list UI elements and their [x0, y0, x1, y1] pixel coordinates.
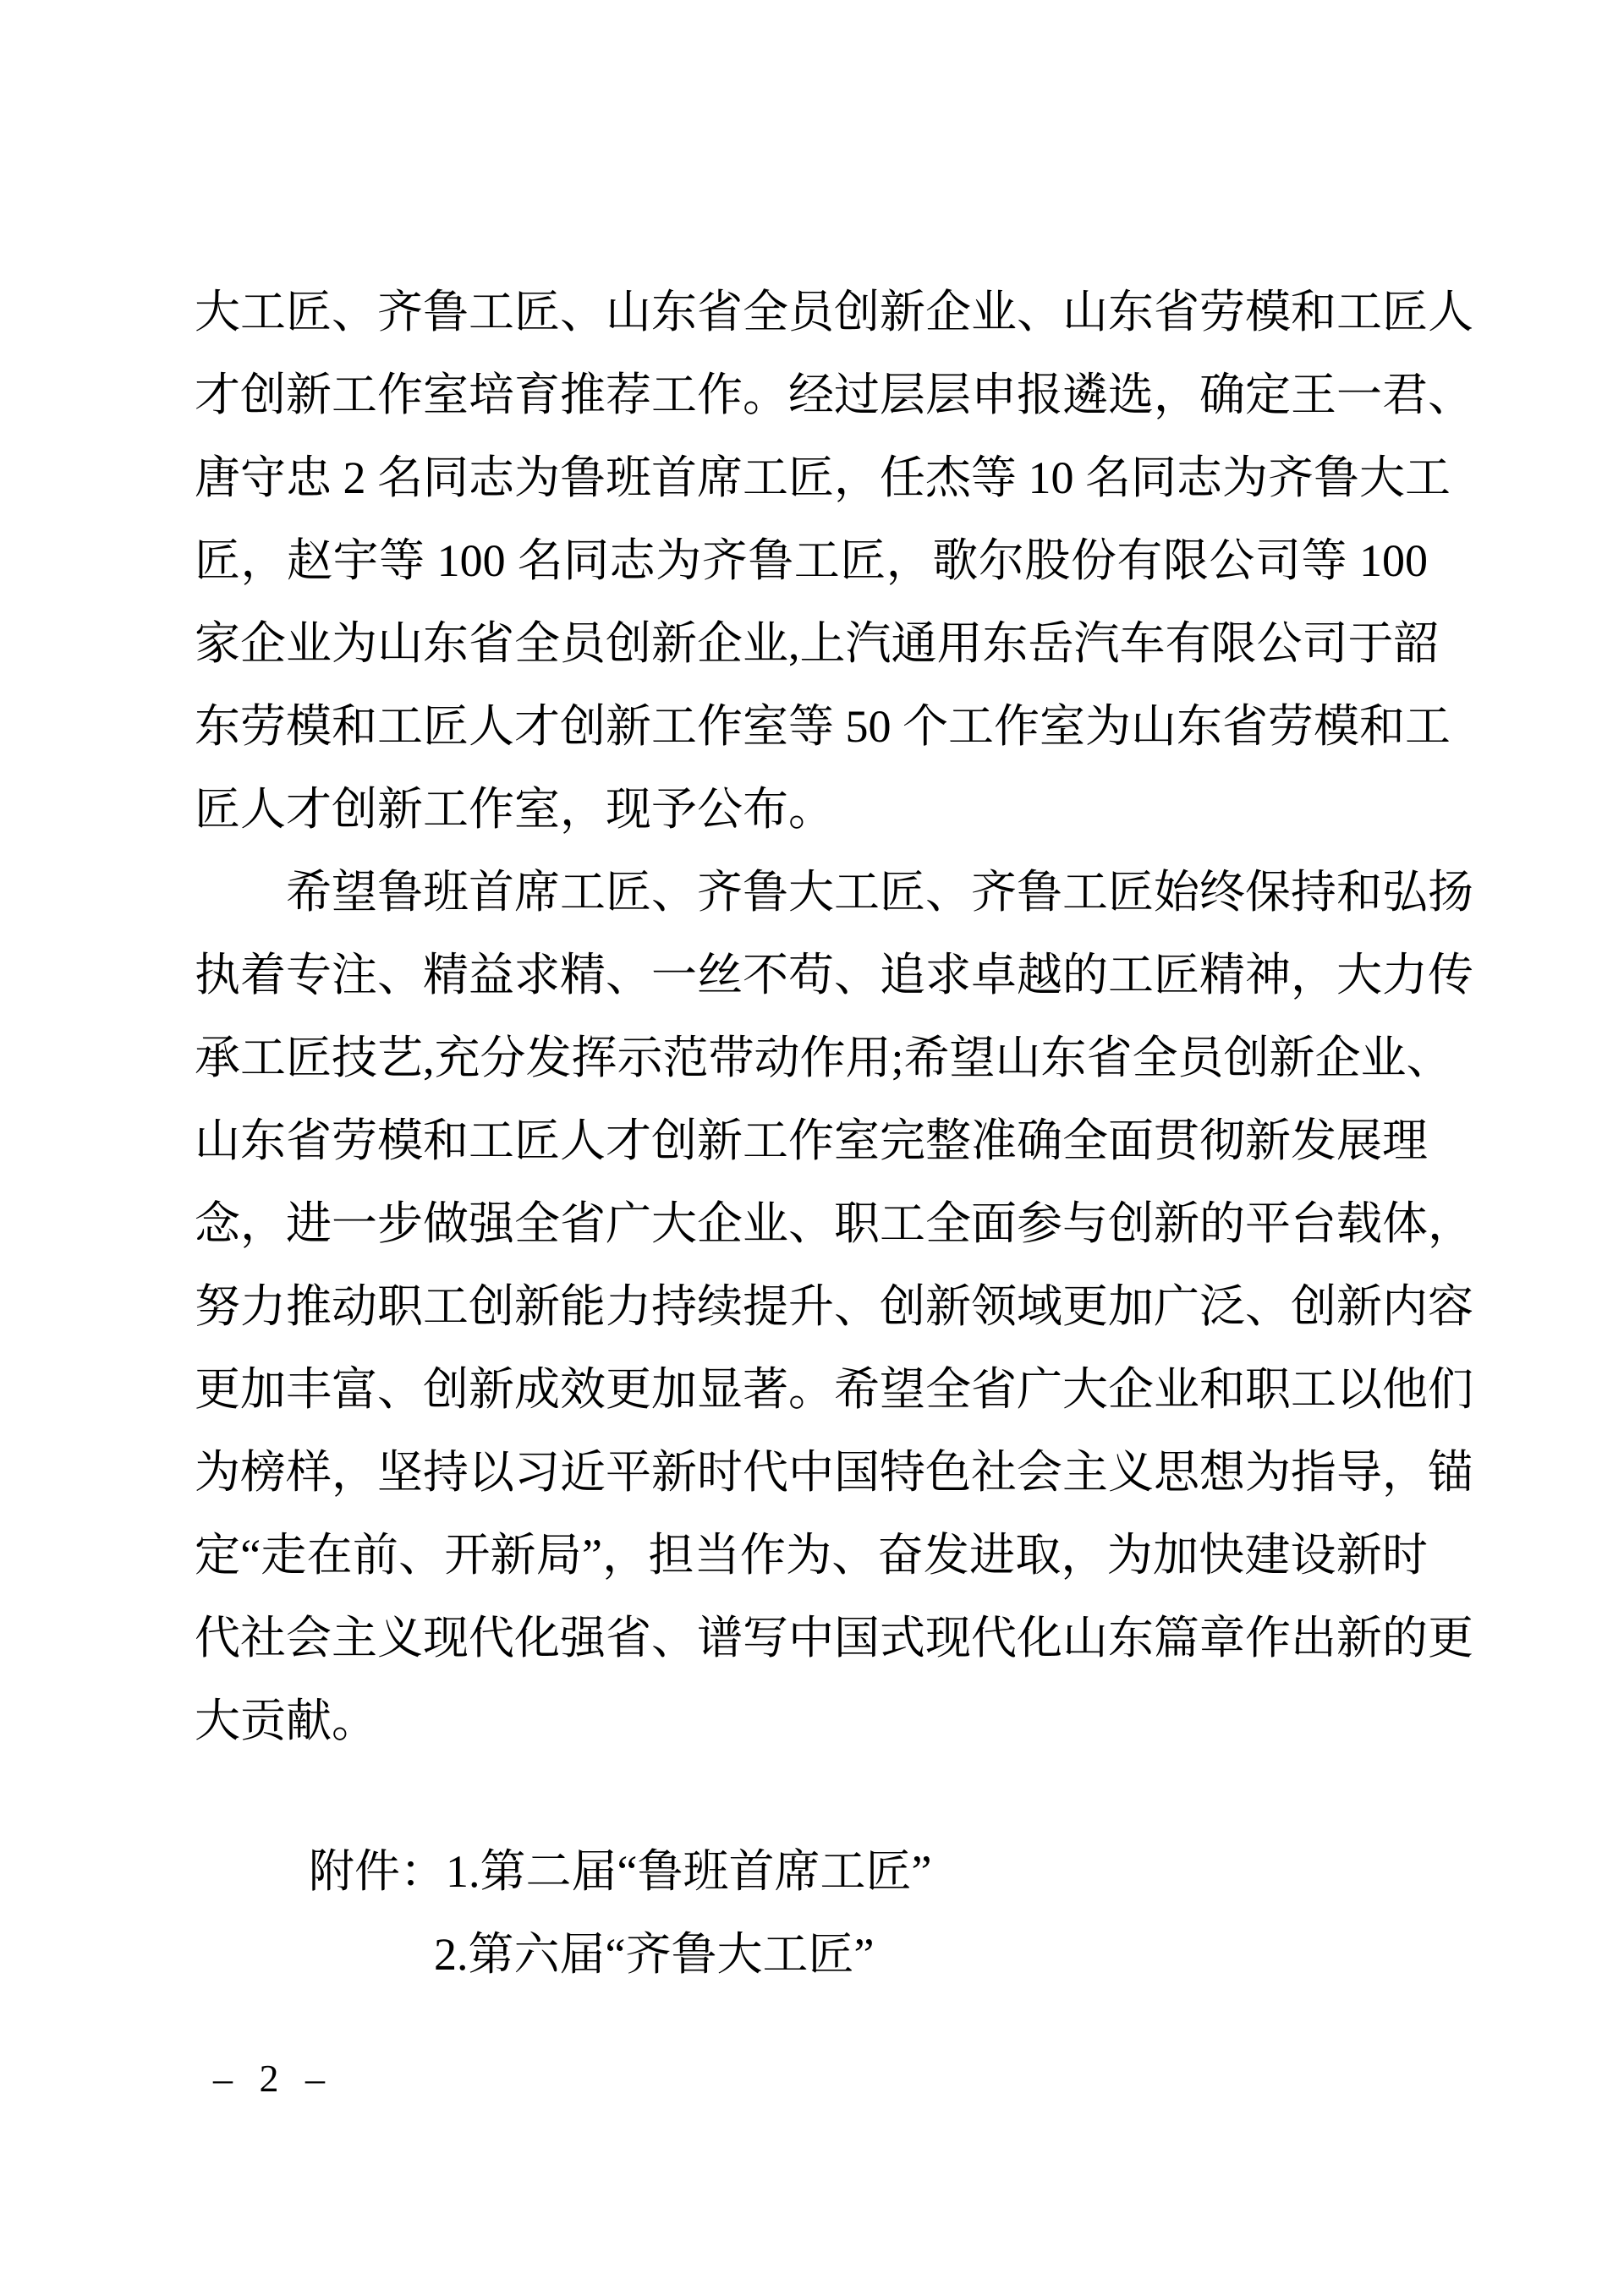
- document-body: [195, 271, 1473, 1762]
- body-line: 山东省劳模和工匠人才创新工作室完整准确全面贯彻新发展理: [195, 1115, 1428, 1166]
- body-line: 更加丰富、创新成效更加显著。希望全省广大企业和职工以他们: [195, 1364, 1473, 1415]
- body-line: 家企业为山东省全员创新企业,上汽通用东岳汽车有限公司于韶: [195, 618, 1440, 669]
- body-line: 承工匠技艺,充分发挥示范带动作用;希望山东省全员创新企业、: [195, 1033, 1452, 1083]
- attachment-line-1: 附件：1.第二届“鲁班首席工匠”: [309, 1846, 932, 1897]
- body-line paragraph-start: 希望鲁班首席工匠、齐鲁大工匠、齐鲁工匠始终保持和弘扬: [286, 867, 1473, 918]
- body-line: 大贡献。: [195, 1696, 377, 1746]
- page-number: – 2 –: [213, 2057, 325, 2100]
- body-line: 定“走在前、开新局”，担当作为、奋发进取，为加快建设新时: [195, 1530, 1428, 1581]
- body-line: 大工匠、齐鲁工匠、山东省全员创新企业、山东省劳模和工匠人: [195, 287, 1473, 337]
- body-line: 努力推动职工创新能力持续提升、创新领域更加广泛、创新内容: [195, 1281, 1473, 1332]
- body-line: 唐守忠 2 名同志为鲁班首席工匠，任杰等 10 名同志为齐鲁大工: [195, 452, 1451, 503]
- body-line: 匠人才创新工作室，现予公布。: [195, 784, 834, 835]
- body-line: 东劳模和工匠人才创新工作室等 50 个工作室为山东省劳模和工: [195, 701, 1451, 752]
- body-line: 才创新工作室培育推荐工作。经过层层申报遴选，确定王一君、: [195, 370, 1473, 420]
- body-line: 念，进一步做强全省广大企业、职工全面参与创新的平台载体，: [195, 1198, 1473, 1249]
- attachment-line-2: 2.第六届“齐鲁大工匠”: [434, 1929, 875, 1980]
- body-line: 为榜样，坚持以习近平新时代中国特色社会主义思想为指导，锚: [195, 1447, 1473, 1498]
- body-line: 执着专注、精益求精、一丝不苟、追求卓越的工匠精神，大力传: [195, 950, 1473, 1000]
- body-line: 匠，赵宇等 100 名同志为齐鲁工匠，歌尔股份有限公司等 100: [195, 535, 1428, 586]
- attachment-list: [195, 1830, 1428, 1996]
- body-line: 代社会主义现代化强省、谱写中国式现代化山东篇章作出新的更: [195, 1613, 1473, 1663]
